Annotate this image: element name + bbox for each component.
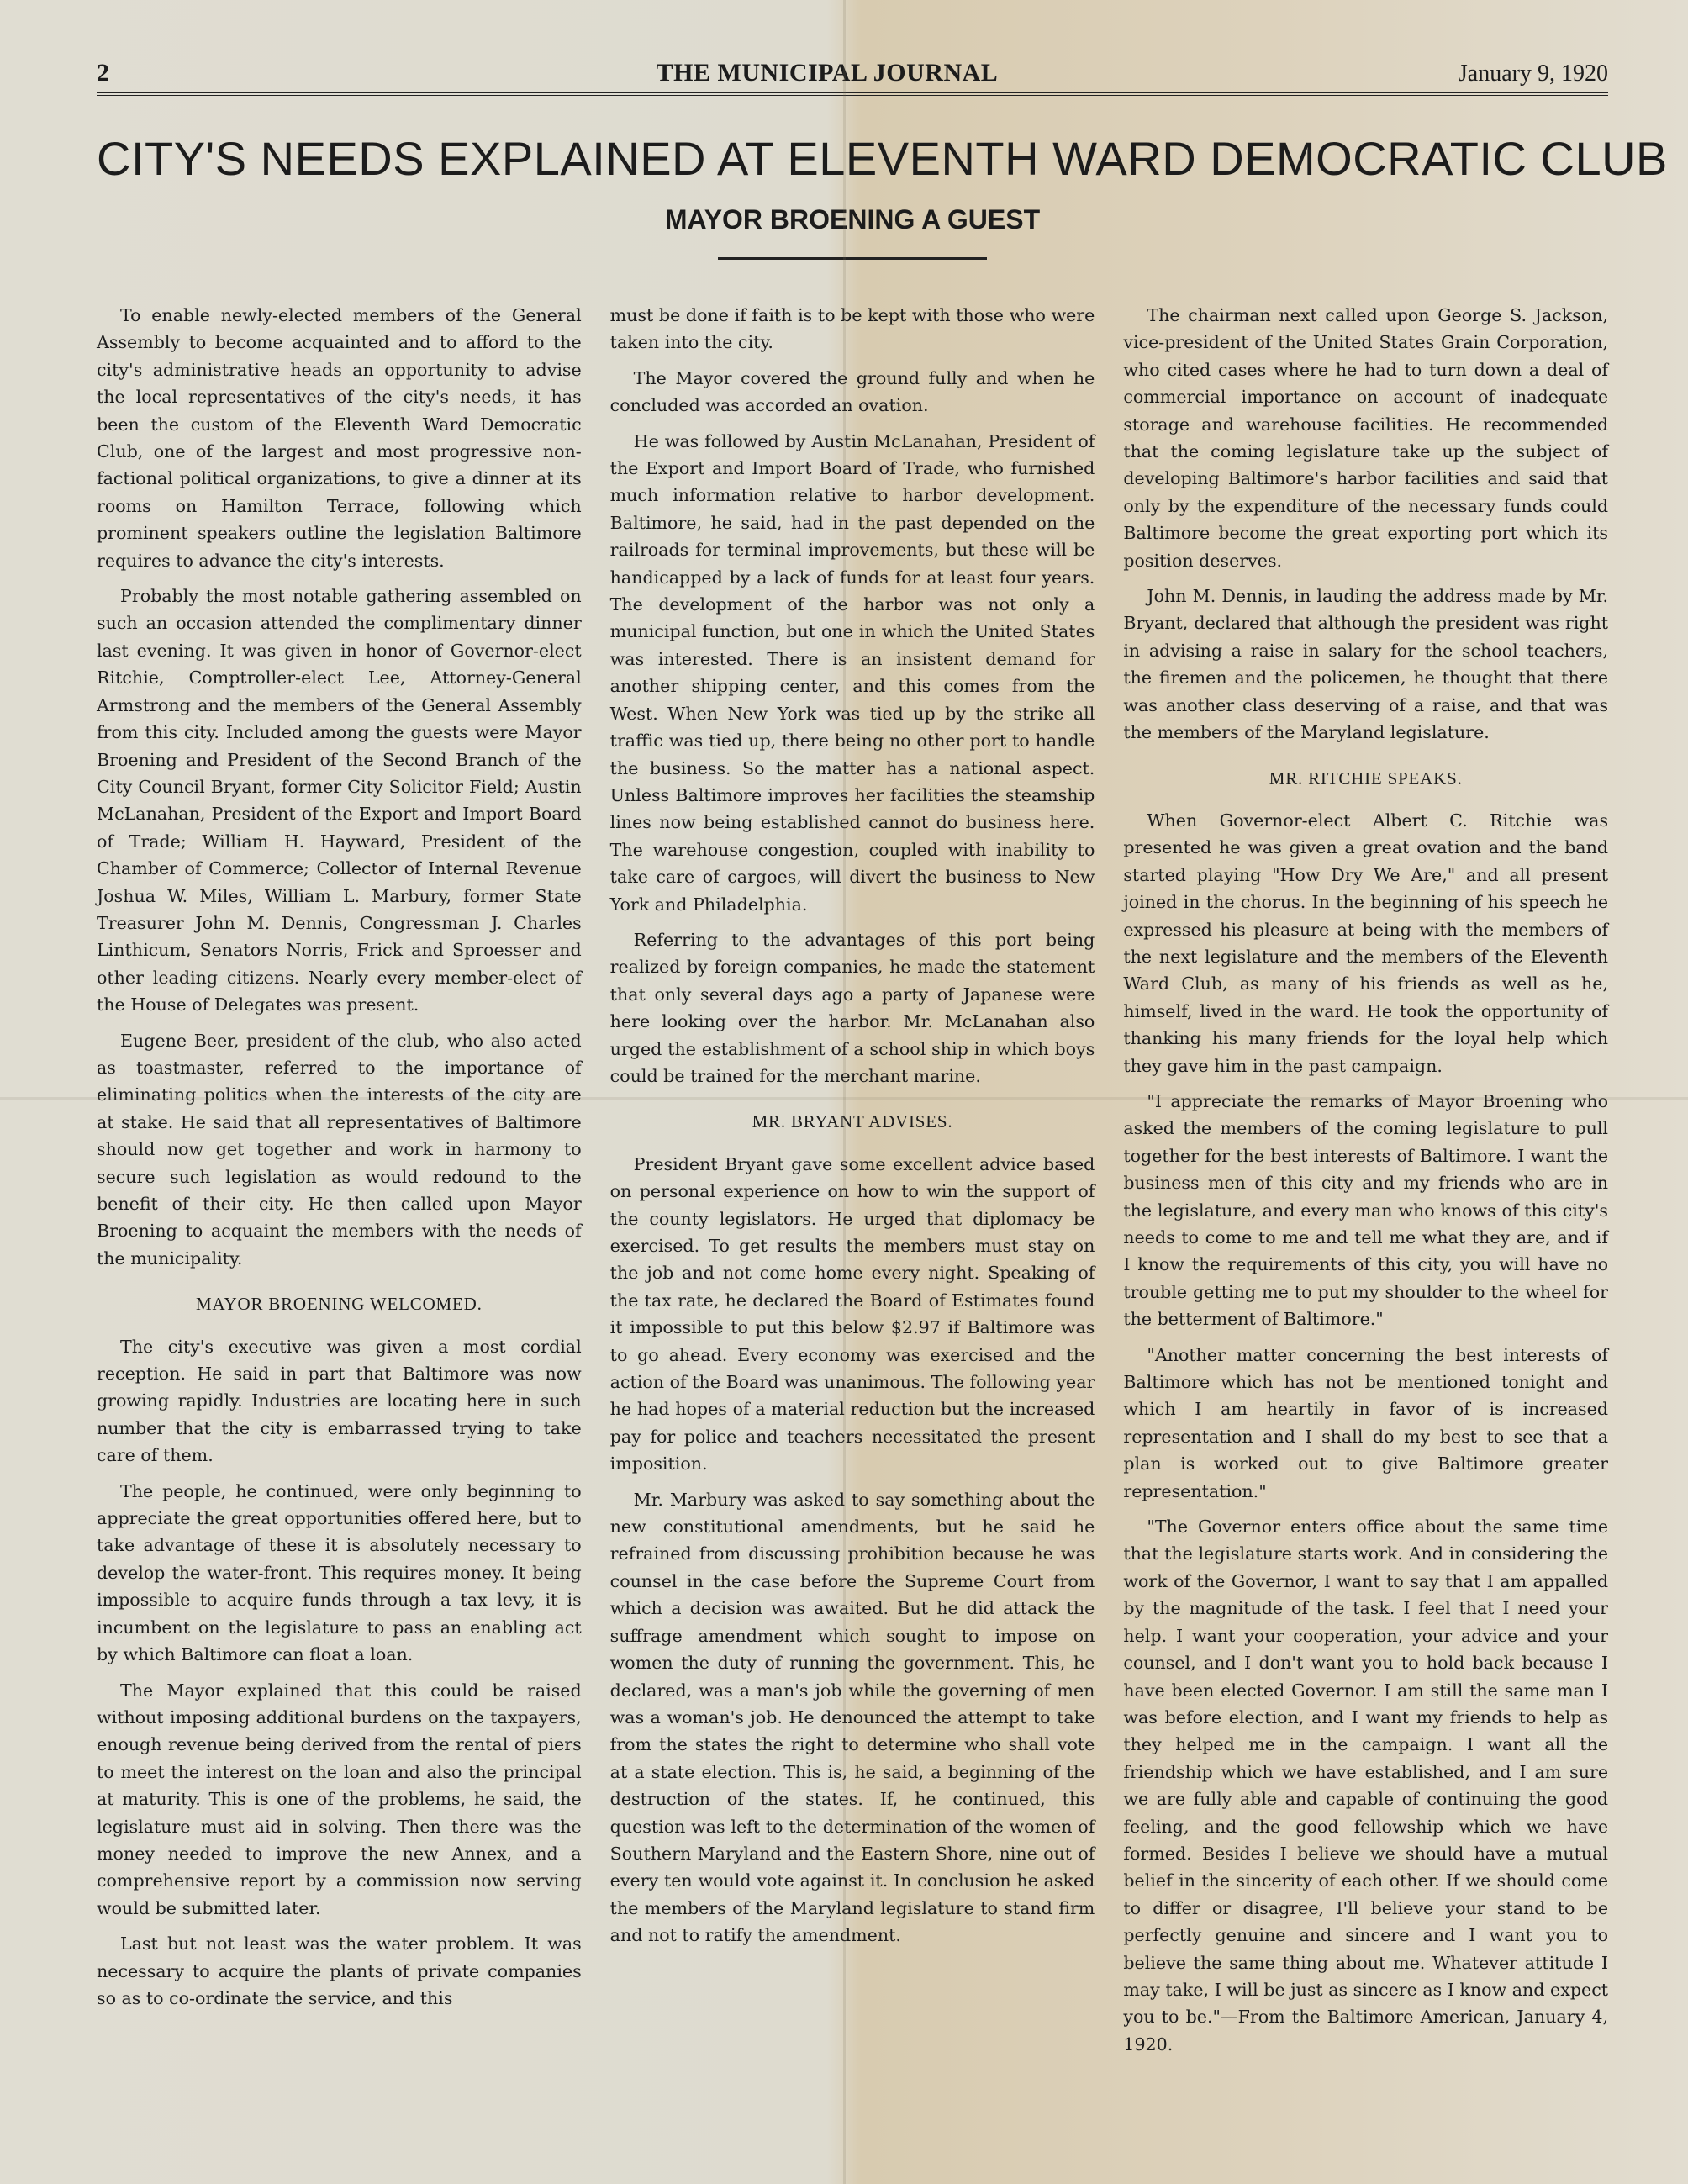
paragraph: Probably the most notable gathering assembled on such an occasion attended the complimentary dinner last evening. It was given in honor of Governor-elect Ritchie, Comptroller-elect Lee, Attorney-General Armstrong and the members of the General Assembly from this city. Included among the guests were Mayor Broening and President of the Second Branch of the City Council Bryant, former City Solicitor Field; Austin McLanahan, President of the Export and Import Board of Trade; William H. Hayward, President of the Chamber of Commerce; Collector of Internal Revenue Joshua W. Miles, William L. Marbury, former State Treasurer John M. Dennis, Congressman J. Charles Linthicum, Senators Norris, Frick and Sproesser and other leading citizens. Nearly every member-elect of the House of Delegates was present. bbox=[97, 586, 582, 1016]
journal-title: THE MUNICIPAL JOURNAL bbox=[656, 59, 999, 87]
paragraph-continued: must be done if faith is to be kept with those who were taken into the city. bbox=[609, 305, 1095, 353]
article-columns bbox=[97, 302, 1608, 2066]
issue-date: January 9, 1920 bbox=[1458, 61, 1608, 87]
paragraph: Mr. Marbury was asked to say something about the new constitutional amendments, but he said he refrained from discussing prohibition because he was counsel in the case before the Supreme Court from which a decision was awaited. But he did attack the suffrage amendment which sought to impose on women the duty of running the government. This, he declared, was a man's job while the governing of men was a woman's job. He denounced the attempt to take from the states the right to determine who shall vote at a state election. This is, he said, a beginning of the destruction of the states. If, he continued, this question was left to the determination of the women of Southern Maryland and the Eastern Shore, nine out of every ten would vote against it. In conclusion he asked the members of the Maryland legislature to stand firm and not to ratify the amendment. bbox=[609, 1489, 1095, 1946]
paragraph: To enable newly-elected members of the General Assembly to become acquainted and to afford to the city's administrative heads an opportunity to advise the local representatives of the city's needs, it has been the custom of the Eleventh Ward Democratic Club, one of the largest and most progressive non-factional political organizations, to give a dinner at its rooms on Hamilton Terrace, following which prominent speakers outline the legislation Baltimore requires to advance the city's interests. bbox=[97, 305, 582, 571]
paragraph: When Governor-elect Albert C. Ritchie was presented he was given a great ovation and the band started playing "How Dry We Are," and all present joined in the chorus. In the beginning of his speech he expressed his pleasure at being with the members of the next legislature and the members of the Eleventh Ward Club, as many of his friends as well as he, himself, lived in the ward. He took the opportunity of thanking his many friends for the loyal help which they gave him in the past campaign. bbox=[1123, 810, 1609, 1076]
paragraph: "The Governor enters office about the same time that the legislature starts work. And in considering the work of the Governor, I want to say that I am appalled by the magnitude of the task. I feel that I need your help. I want your cooperation, your advice and your counsel, and I don't want you to hold back because I have been elected Governor. I am still the same man I was before election, and I want my friends to help as they helped me in the campaign. I want all the friendship which we have established, and I am sure we are fully able and capable of continuing the good feeling, and the good fellowship which we have formed. Besides I believe we should have a mutual belief in the sincerity of each other. If we should come to differ or disagree, I'll believe your stand to be perfectly genuine and sincere and I want you to believe the same thing about me. Whatever attitude I may take, I will be just as sincere as I know and expect you to be."—From the Baltimore American, January 4, 1920. bbox=[1123, 1517, 1609, 2055]
paragraph: President Bryant gave some excellent advice based on personal experience on how to win the support of the county legislators. He urged that diplomacy be exercised. To get results the members must stay on the job and not come home every night. Speaking of the tax rate, he declared the Board of Estimates found it impossible to put this below $2.97 if Baltimore was to go ahead. Every economy was exercised and the action of the Board was unanimous. The following year he had hopes of a material reduction but the increased pay for police and teachers necessitated the present imposition. bbox=[609, 1153, 1095, 1474]
paragraph: The Mayor explained that this could be raised without imposing additional burdens on the taxpayers, enough revenue being derived from the rental of piers to meet the interest on the loan and also the principal at maturity. This is one of the problems, he said, the legislature must aid in solving. Then there was the money needed to improve the new Annex, and a comprehensive report by a commission now serving would be submitted later. bbox=[97, 1680, 582, 1918]
section-heading: MR. BRYANT ADVISES. bbox=[752, 1111, 953, 1132]
paragraph: He was followed by Austin McLanahan, President of the Export and Import Board of Trade, who furnished much information relative to harbor development. Baltimore, he said, had in the past depended on the railroads for terminal improvements, but these will be handicapped by a lack of funds for at least four years. The development of the harbor was not only a municipal function, but one in which the United States was interested. There is an insistent demand for another shipping center, and this comes from the West. When New York was tied up by the strike all traffic was tied up, there being no other port to handle the business. So the matter has a national aspect. Unless Baltimore improves her facilities the steamship lines now being established cannot do business here. The warehouse congestion, coupled with inability to take care of cargoes, will divert the business to New York and Philadelphia. bbox=[609, 430, 1095, 915]
article-headline: CITY'S NEEDS EXPLAINED AT ELEVENTH WARD DEMOCRATIC CLUB bbox=[97, 132, 1668, 185]
paragraph: The city's executive was given a most cordial reception. He said in part that Baltimore was now growing rapidly. Industries are locating here in such number that the city is embarrassed trying to take care of them. bbox=[97, 1336, 582, 1466]
paragraph: The people, he continued, were only beginning to appreciate the great opportunities offered here, but to take advantage of these it is absolutely necessary to develop the water-front. This requires money. It being impossible to acquire funds through a tax levy, it is incumbent on the legislature to pass an enabling act by which Baltimore can float a loan. bbox=[97, 1480, 582, 1665]
article-subheadline: MAYOR BROENING A GUEST bbox=[664, 204, 1041, 235]
headline-rule bbox=[718, 257, 987, 260]
column-3 bbox=[1123, 302, 1608, 2066]
paragraph: The chairman next called upon George S. Jackson, vice-president of the United States Grain Corporation, who cited cases where he had to turn down a deal of commercial importance on account of inadequate storage and warehouse facilities. He recommended that the coming legislature take up the subject of developing Baltimore's harbor facilities and said that only by the expenditure of the necessary funds could Baltimore become the great exporting port which its position deserves. bbox=[1123, 305, 1609, 571]
paragraph: John M. Dennis, in lauding the address made by Mr. Bryant, declared that although the president was right in advising a raise in salary for the school teachers, the firemen and the policemen, he thought that there was another class deserving of a raise, and that was the members of the Maryland legislature. bbox=[1123, 586, 1609, 743]
paragraph: "Another matter concerning the best interests of Baltimore which has not be mentioned tonight and which I am heartily in favor of is increased representation and I shall do my best to see that a plan is worked out to give Baltimore greater representation." bbox=[1123, 1344, 1609, 1501]
vertical-fold-crease bbox=[843, 0, 846, 2184]
paragraph: Last but not least was the water problem. It was necessary to acquire the plants of private companies so as to co-ordinate the service, and this bbox=[97, 1933, 582, 2008]
horizontal-fold-crease bbox=[0, 1097, 1688, 1100]
paragraph: Referring to the advantages of this port being realized by foreign companies, he made the statement that only several days ago a party of Japanese were here looking over the harbor. Mr. McLanahan also urged the establishment of a school ship in which boys could be trained for the merchant marine. bbox=[609, 929, 1095, 1086]
paragraph: Eugene Beer, president of the club, who also acted as toastmaster, referred to the importance of eliminating politics when the interests of the city are at stake. He said that all representatives of Baltimore should now get together and work in harmony to secure such legislation as would redound to the benefit of their city. He then called upon Mayor Broening to acquaint the members with the needs of the municipality. bbox=[97, 1030, 582, 1269]
page-number: 2 bbox=[97, 59, 109, 87]
section-heading: MAYOR BROENING WELCOMED. bbox=[196, 1294, 483, 1315]
section-heading: MR. RITCHIE SPEAKS. bbox=[1269, 768, 1463, 789]
column-1 bbox=[97, 302, 582, 2066]
page-header bbox=[97, 59, 1608, 96]
paragraph: "I appreciate the remarks of Mayor Broening who asked the members of the coming legislature to pull together for the best interests of Baltimore. I want the business men of this city and my friends who are in the legislature, and every man who knows of this city's needs to come to me and tell me what they are, and if I know the requirements of this city, you will have no trouble getting me to put my shoulder to the wheel for the betterment of Baltimore." bbox=[1123, 1090, 1609, 1330]
column-2 bbox=[610, 302, 1095, 2066]
paragraph: The Mayor covered the ground fully and when he concluded was accorded an ovation. bbox=[609, 367, 1095, 416]
